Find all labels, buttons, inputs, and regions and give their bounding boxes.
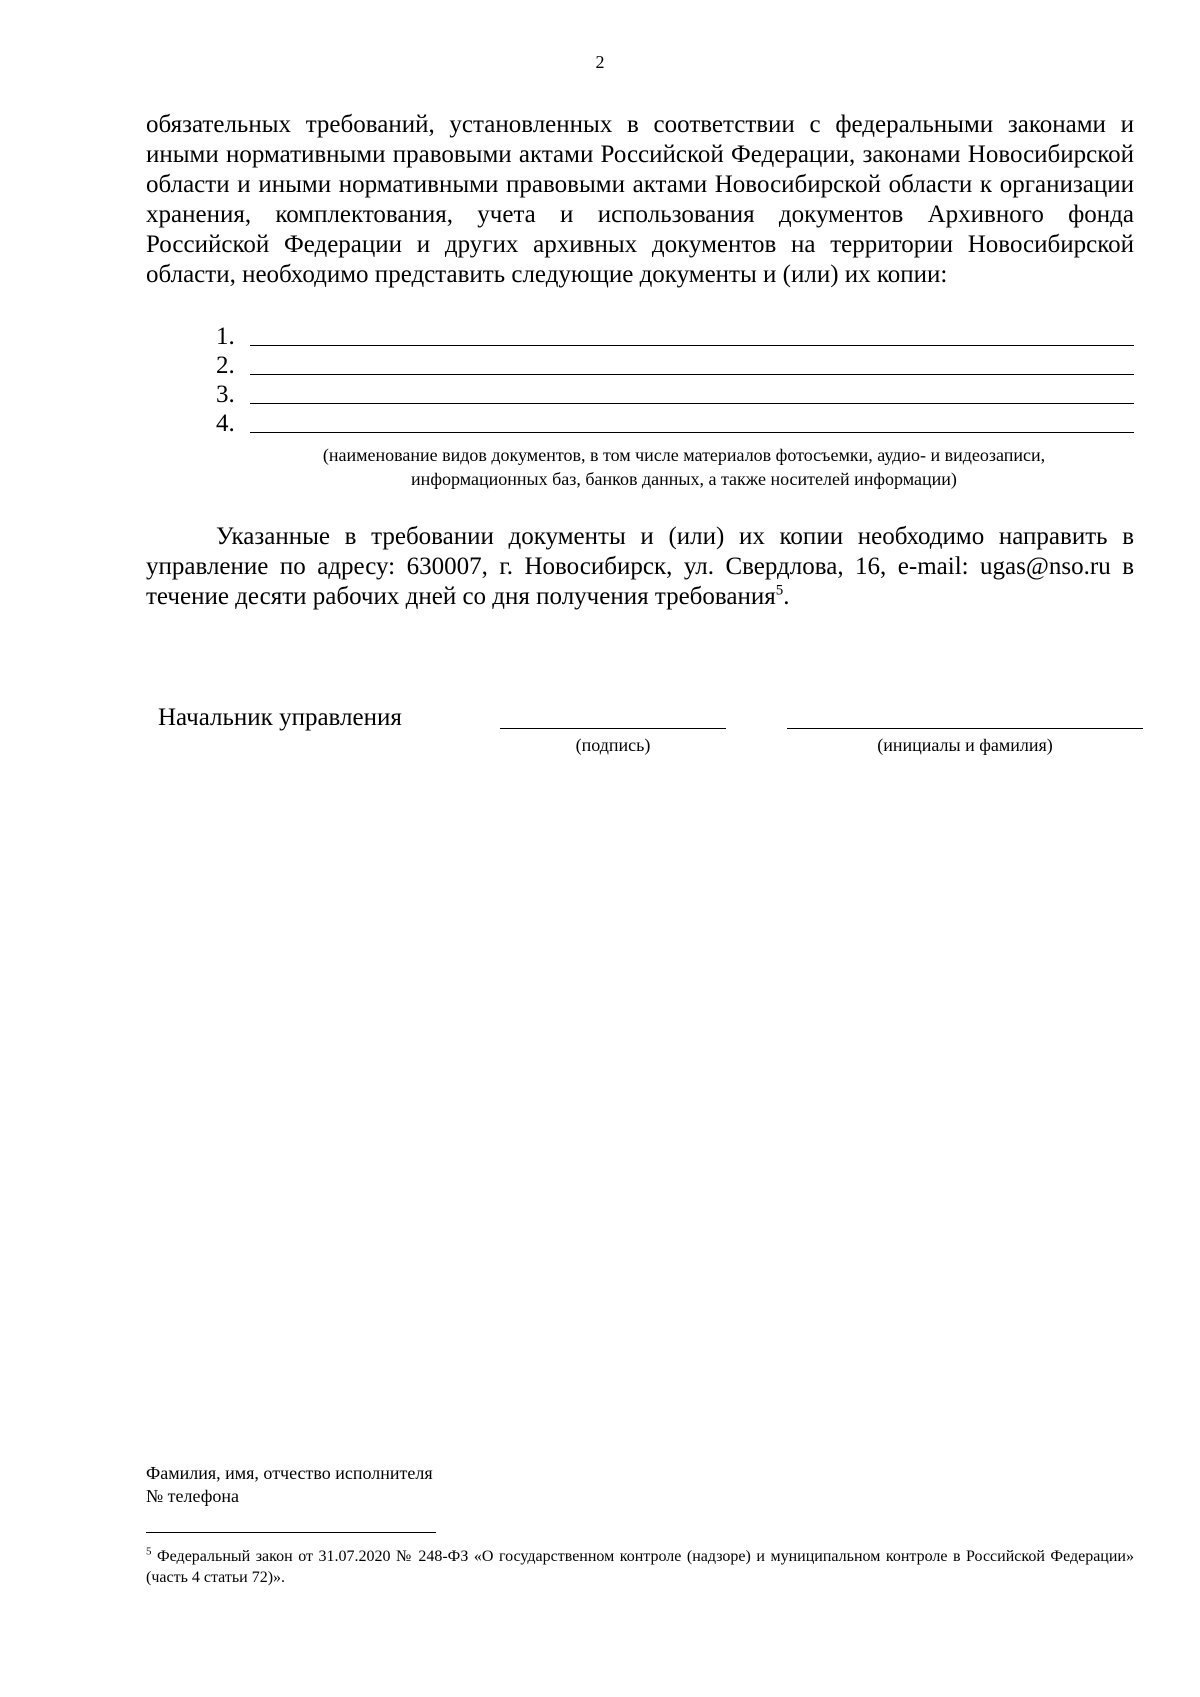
list-caption: [255, 443, 1113, 491]
list-item: [216, 380, 1134, 409]
executor-name: Фамилия, имя, отчество исполнителя: [146, 1463, 433, 1483]
blank-line: [250, 381, 1134, 404]
list-item-number: 1.: [216, 323, 235, 350]
executor-phone: № телефона: [146, 1486, 240, 1506]
list-item-number: 3.: [216, 381, 235, 408]
footnote: [146, 1546, 1134, 1588]
blank-line: [250, 410, 1134, 433]
signature-label: (подпись): [575, 735, 651, 755]
list-item-number: 4.: [216, 410, 235, 437]
list-caption-line-1: (наименование видов документов, в том числе материалов фотосъемки, аудио- и видеозаписи,: [322, 445, 1046, 465]
documents-list: [216, 322, 1134, 438]
list-item-number: 2.: [216, 352, 235, 379]
executor-info: [146, 1462, 433, 1508]
signature-line: [500, 728, 726, 729]
page-number: 2: [595, 52, 605, 72]
list-caption-line-2: информационных баз, банков данных, а также носителей информации): [411, 469, 957, 489]
delivery-text: Указанные в требовании документы и (или) их копии необходимо направить в управление по адресу: 630007, г. Новосибирск, ул. Свердлова, 16, e-mail: ugas@nso.ru в течение десяти рабочих дней со дня получения требования: [146, 523, 1134, 610]
name-line: [787, 728, 1143, 729]
footnote-reference: 5: [775, 582, 784, 599]
signer-title: Начальник управления: [158, 704, 402, 731]
delivery-paragraph: [146, 522, 1134, 612]
name-label: (инициалы и фамилия): [877, 735, 1053, 755]
list-item: [216, 322, 1134, 351]
footnote-marker: 5: [146, 1545, 152, 1558]
list-item: [216, 351, 1134, 380]
blank-line: [250, 323, 1134, 346]
footnote-separator: [146, 1532, 436, 1533]
footnote-text: Федеральный закон от 31.07.2020 № 248-ФЗ «О государственном контроле (надзоре) и муниципальном контроле в Российской Федерации» (часть 4 статьи 72)».: [146, 1548, 1134, 1586]
requirements-paragraph: обязательных требований, установленных в соответствии с федеральными законами и иными нормативными правовыми актами Российской Федерации, законами Новосибирской области и иными нормативными правовыми актами Новосибирской области к организации хранения, комплектования, учета и использования документов Архивного фонда Российской Федерации и других архивных документов на территории Новосибирской области, необходимо представить следующие документы и (или) их копии:: [146, 111, 1134, 288]
list-item: [216, 409, 1134, 438]
blank-line: [250, 352, 1134, 375]
delivery-text-end: .: [783, 583, 790, 610]
